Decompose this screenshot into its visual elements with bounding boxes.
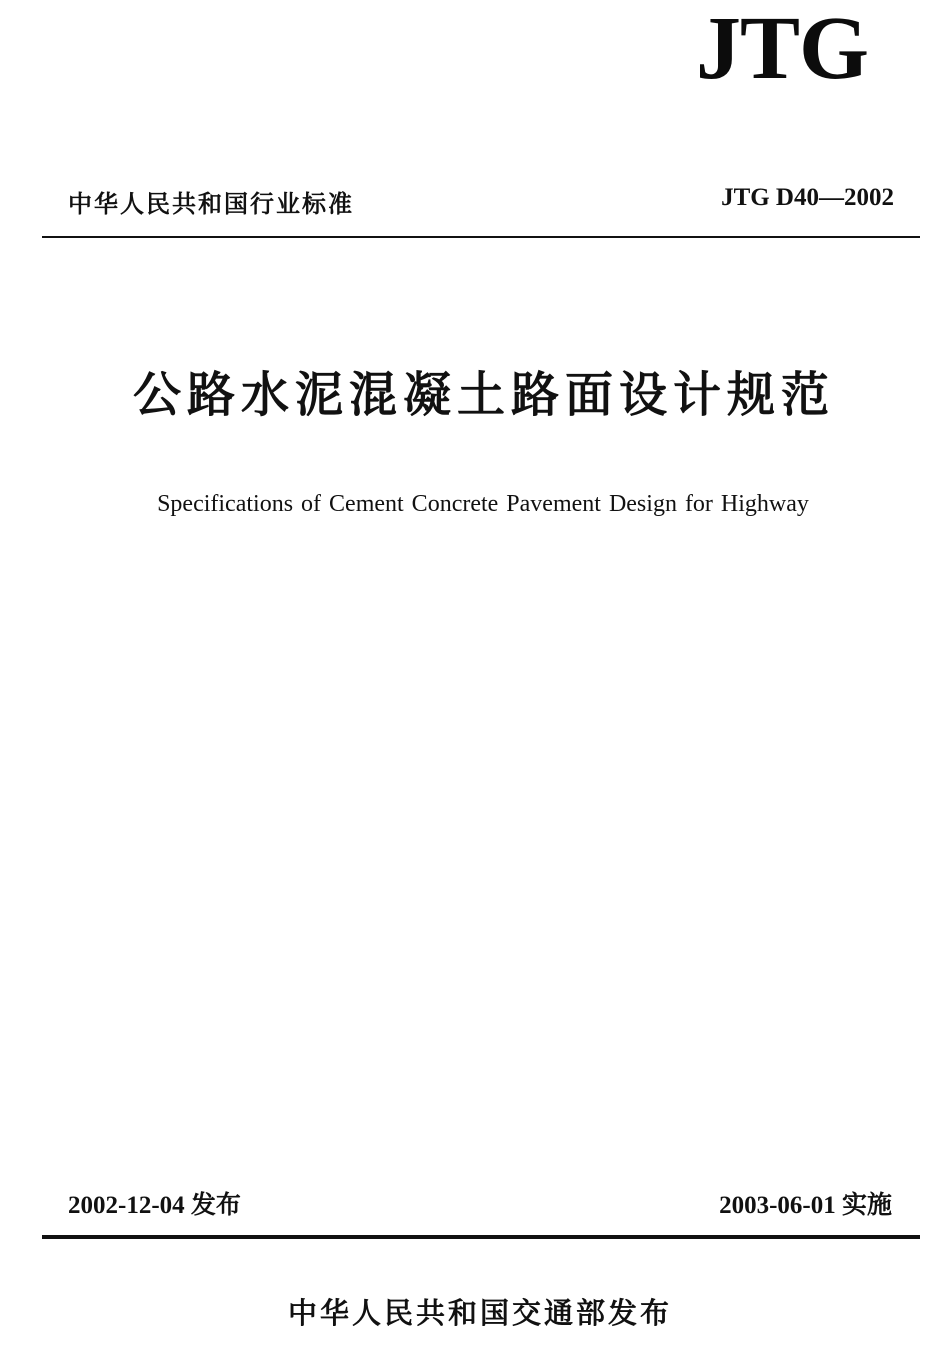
header-divider <box>42 236 920 238</box>
effective-date: 2003-06-01 实施 <box>719 1192 892 1219</box>
date-row <box>68 1185 892 1219</box>
footer-divider <box>42 1235 920 1239</box>
publisher: 中华人民共和国交通部发布 <box>287 1296 672 1330</box>
standard-category: 中华人民共和国行业标准 <box>68 190 354 218</box>
document-title-chinese: 公路水泥混凝土路面设计规范 <box>132 367 835 423</box>
jtg-logo: JTG <box>695 0 868 98</box>
document-title-english: Specifications of Cement Concrete Pavement Design for Highway <box>157 491 809 517</box>
standard-header <box>68 184 894 218</box>
standard-number: JTG D40—2002 <box>721 184 894 211</box>
issue-date: 2002-12-04 发布 <box>68 1192 241 1219</box>
